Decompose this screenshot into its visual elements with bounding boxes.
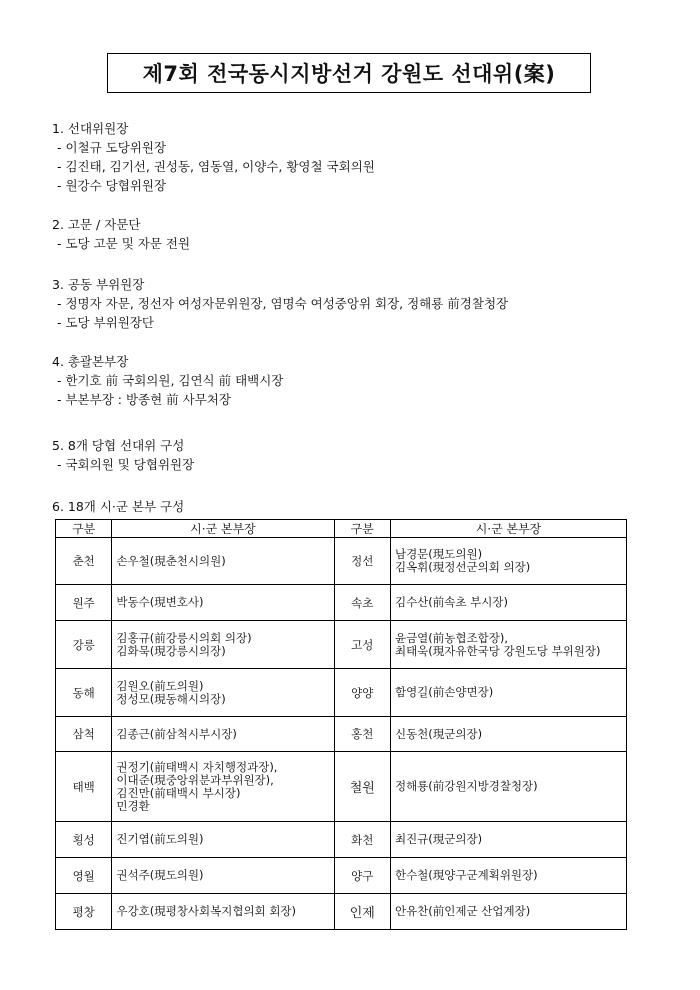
table-row	[56, 894, 627, 930]
section-6	[52, 497, 184, 516]
head-name: 김홍규(前강릉시의회 의장)	[116, 630, 252, 645]
region-cell: 영월	[56, 858, 112, 894]
head-cell	[112, 858, 334, 894]
region-cell: 양구	[334, 858, 390, 894]
head-name: 김화묵(現강릉시의장)	[116, 643, 226, 658]
head-name: 함영길(前손양면장)	[394, 685, 494, 699]
head-cell	[112, 717, 334, 752]
table-row	[56, 538, 627, 585]
head-name: 김옥휘(現정선군의회 의장)	[394, 560, 531, 574]
section-item: - 김진태, 김기선, 권성동, 염동열, 이양수, 황영철 국회의원	[57, 159, 375, 174]
column-header: 구분	[56, 520, 112, 538]
section-item: - 한기호 前 국회의원, 김연식 前 태백시장	[57, 373, 284, 388]
section-item: - 국회의원 및 당협위원장	[57, 457, 195, 472]
section-heading: 1. 선대위원장	[52, 121, 129, 136]
section-item: - 이철규 도당위원장	[57, 140, 167, 155]
head-name: 김원오(前도의원)	[116, 678, 204, 693]
table-header-row	[56, 520, 627, 538]
region-cell: 속초	[334, 585, 390, 621]
head-name: 민경환	[116, 798, 150, 813]
region-cell: 홍천	[334, 717, 390, 752]
region-cell: 동해	[56, 669, 112, 717]
table-row	[56, 858, 627, 894]
region-cell: 철원	[334, 752, 390, 822]
section-item: - 부본부장 : 방종현 前 사무처장	[57, 392, 231, 407]
head-cell	[390, 894, 626, 930]
section-1	[52, 119, 375, 195]
section-item: - 도당 부위원장단	[57, 315, 154, 330]
region-cell: 삼척	[56, 717, 112, 752]
section-5	[52, 436, 194, 474]
section-heading: 2. 고문 / 자문단	[52, 217, 141, 232]
section-heading: 5. 8개 당협 선대위 구성	[52, 438, 185, 453]
document-title-text: 제7회 전국동시지방선거 강원도 선대위(案)	[142, 62, 556, 86]
region-cell: 화천	[334, 822, 390, 858]
head-cell	[390, 669, 626, 717]
region-cell: 고성	[334, 621, 390, 669]
head-cell	[112, 621, 334, 669]
table-row	[56, 621, 627, 669]
section-4	[52, 352, 283, 409]
section-item: - 원강수 당협위원장	[57, 178, 167, 193]
region-cell: 원주	[56, 585, 112, 621]
head-name: 이대준(現중앙위분과부위원장),	[116, 772, 274, 787]
head-name: 남경문(現도의원)	[394, 547, 483, 561]
head-name: 우강호(現평창사회복지협의회 회장)	[116, 904, 297, 918]
head-cell	[390, 822, 626, 858]
head-name: 권정기(前태백시 자치행정과장),	[116, 759, 278, 774]
column-header: 시·군 본부장	[112, 520, 334, 538]
head-cell	[390, 717, 626, 752]
head-name: 권석주(現도의원)	[116, 868, 204, 882]
section-heading: 4. 총괄본부장	[52, 354, 129, 369]
head-name: 최태욱(現자유한국당 강원도당 부위원장)	[394, 643, 601, 658]
section-heading: 6. 18개 시·군 본부 구성	[52, 499, 185, 514]
head-cell	[390, 621, 626, 669]
head-cell	[112, 538, 334, 585]
head-cell	[390, 585, 626, 621]
table-row	[56, 585, 627, 621]
head-name: 김진만(前태백시 부시장)	[116, 785, 241, 800]
head-name: 김수산(前속초 부시장)	[394, 595, 508, 609]
region-cell: 춘천	[56, 538, 112, 585]
head-cell	[112, 585, 334, 621]
section-item: - 도당 고문 및 자문 전원	[57, 236, 191, 251]
head-cell	[390, 752, 626, 822]
table-row	[56, 669, 627, 717]
region-cell: 양양	[334, 669, 390, 717]
region-cell: 정선	[334, 538, 390, 585]
table-row	[56, 822, 627, 858]
head-name: 윤금열(前농협조합장),	[394, 630, 508, 645]
document-title	[107, 53, 591, 93]
head-cell	[390, 538, 626, 585]
head-name: 한수철(現양구군계획위원장)	[394, 868, 538, 882]
region-cell: 인제	[334, 894, 390, 930]
head-name: 정성모(現동해시의장)	[116, 691, 226, 706]
head-name: 손우철(現춘천시의원)	[116, 553, 226, 568]
head-cell	[390, 858, 626, 894]
section-3	[52, 275, 508, 332]
section-item: - 정명자 자문, 정선자 여성자문위원장, 염명숙 여성중앙위 회장, 정해룡 前경찰청장	[57, 296, 509, 311]
head-name: 최진규(現군의장)	[394, 832, 483, 846]
head-cell	[112, 822, 334, 858]
region-cell: 강릉	[56, 621, 112, 669]
column-header: 시·군 본부장	[390, 520, 626, 538]
head-name: 안유찬(前인제군 산업계장)	[394, 904, 531, 918]
region-cell: 횡성	[56, 822, 112, 858]
head-name: 진기엽(前도의원)	[116, 832, 204, 846]
region-cell: 평창	[56, 894, 112, 930]
head-name: 신동천(現군의장)	[394, 726, 483, 741]
head-name: 박동수(現변호사)	[116, 595, 204, 609]
section-2	[52, 215, 190, 253]
table-row	[56, 752, 627, 822]
head-name: 김종근(前삼척시부시장)	[116, 726, 237, 741]
table-row	[56, 717, 627, 752]
head-cell	[112, 752, 334, 822]
head-name: 정해룡(前강원지방경찰청장)	[394, 779, 538, 793]
head-cell	[112, 894, 334, 930]
regional-headquarters-table	[55, 519, 627, 930]
region-cell: 태백	[56, 752, 112, 822]
section-heading: 3. 공동 부위원장	[52, 277, 145, 292]
column-header: 구분	[334, 520, 390, 538]
head-cell	[112, 669, 334, 717]
